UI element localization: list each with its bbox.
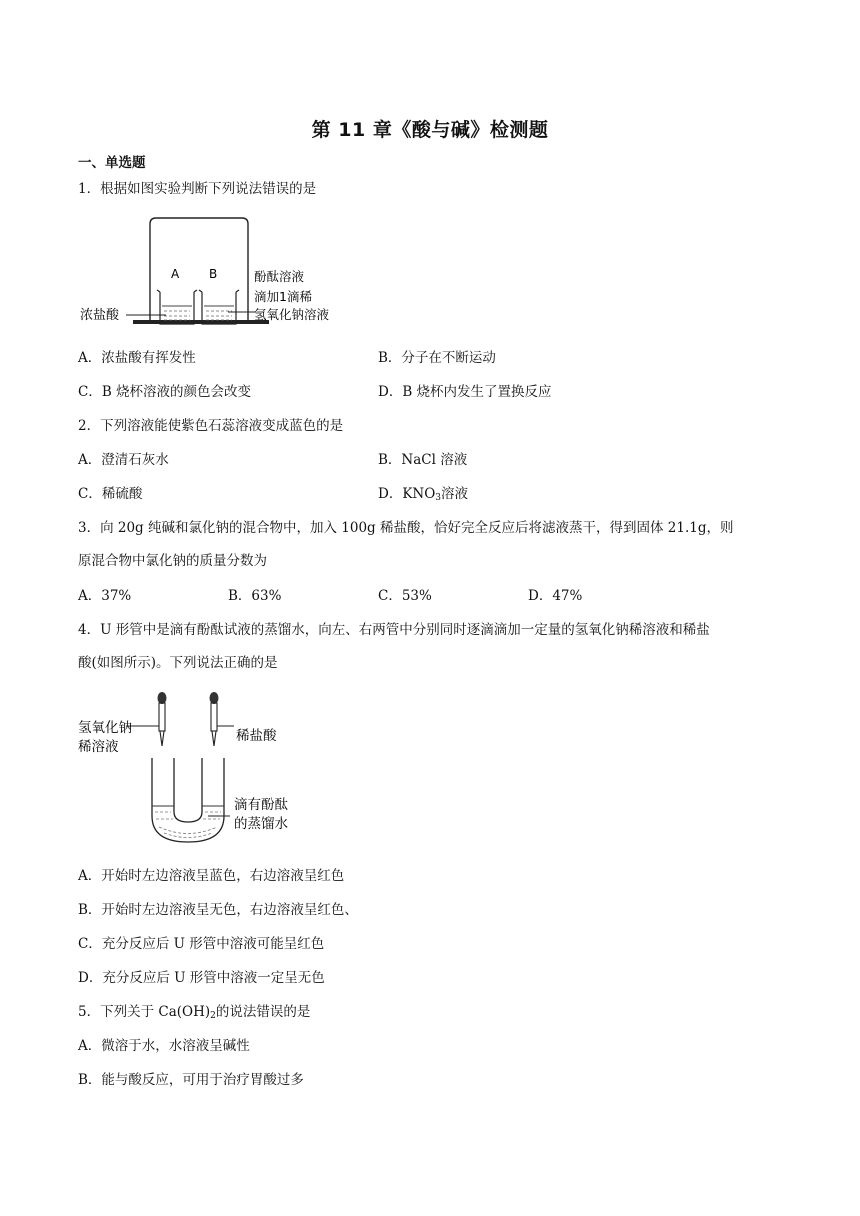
- figure-beakers: [78, 212, 378, 332]
- question-3-stem-line-2: 原混合物中氯化钠的质量分数为: [78, 553, 267, 569]
- beaker-a-label: A: [171, 267, 180, 281]
- q3-option-a: A．37%: [78, 588, 132, 604]
- q3-option-d: D．47%: [528, 588, 583, 604]
- q5-option-b: B．能与酸反应，可用于治疗胃酸过多: [78, 1072, 304, 1088]
- q3-option-c: C．53%: [378, 588, 432, 604]
- q4-option-c: C．充分反应后 U 形管中溶液可能呈红色: [78, 936, 325, 952]
- section-heading: 一、单选题: [78, 155, 146, 171]
- naoh-label-line-2: 稀溶液: [78, 739, 119, 755]
- question-4-stem-line-1: 4．U 形管中是滴有酚酞试液的蒸馏水，向左、右两管中分别同时逐滴滴加一定量的氢氧化钠稀溶液和稀盐: [78, 622, 710, 638]
- q5-option-a: A．微溶于水，水溶液呈碱性: [78, 1038, 250, 1054]
- q4-option-b: B．开始时左边溶液呈无色，右边溶液呈红色、: [78, 902, 358, 918]
- water-label-line-2: 的蒸馏水: [234, 816, 288, 832]
- question-2-stem: 2．下列溶液能使紫色石蕊溶液变成蓝色的是: [78, 418, 344, 434]
- q2-option-d: D．$KNO_3$溶液: [378, 486, 469, 503]
- hcl-label: 浓盐酸: [80, 308, 120, 323]
- figure-u-tube: [78, 688, 318, 848]
- q4-option-d: D．充分反应后 U 形管中溶液一定呈无色: [78, 970, 325, 986]
- phenolphthalein-label: 酚酞溶液: [254, 269, 305, 284]
- naoh-label-line-1: 氢氧化钠: [78, 720, 132, 736]
- beaker-b-label: B: [209, 267, 218, 281]
- page-title: 第 11 章《酸与碱》检测题: [311, 119, 549, 141]
- question-4-stem-line-2: 酸(如图所示)。下列说法正确的是: [78, 655, 278, 671]
- q3-option-b: B．63%: [228, 588, 282, 604]
- q1-option-b: B．分子在不断运动: [378, 350, 496, 366]
- q2-option-a: A．澄清石灰水: [78, 452, 169, 468]
- drop-label: 滴加1滴稀: [254, 289, 312, 304]
- naoh-label: 氢氧化钠溶液: [254, 307, 330, 322]
- dilute-hcl-label: 稀盐酸: [236, 728, 277, 744]
- question-5-stem: 5．下列关于 $Ca(OH)_2$的说法错误的是: [78, 1004, 311, 1021]
- question-3-stem-line-1: 3．向 20g 纯碱和氯化钠的混合物中，加入 100g 稀盐酸，恰好完全反应后将滤液蒸干，得到固体 21.1g，则: [78, 520, 734, 536]
- q4-option-a: A．开始时左边溶液呈蓝色，右边溶液呈红色: [78, 868, 345, 884]
- q2-option-b: B．NaCl 溶液: [378, 452, 468, 468]
- question-1-stem: 1．根据如图实验判断下列说法错误的是: [78, 181, 317, 197]
- water-label-line-1: 滴有酚酞: [234, 797, 288, 813]
- q2-option-c: C．稀硫酸: [78, 486, 143, 502]
- q1-option-c: C．B 烧杯溶液的颜色会改变: [78, 384, 252, 400]
- q1-option-a: A．浓盐酸有挥发性: [78, 350, 196, 366]
- q1-option-d: D．B 烧杯内发生了置换反应: [378, 384, 552, 400]
